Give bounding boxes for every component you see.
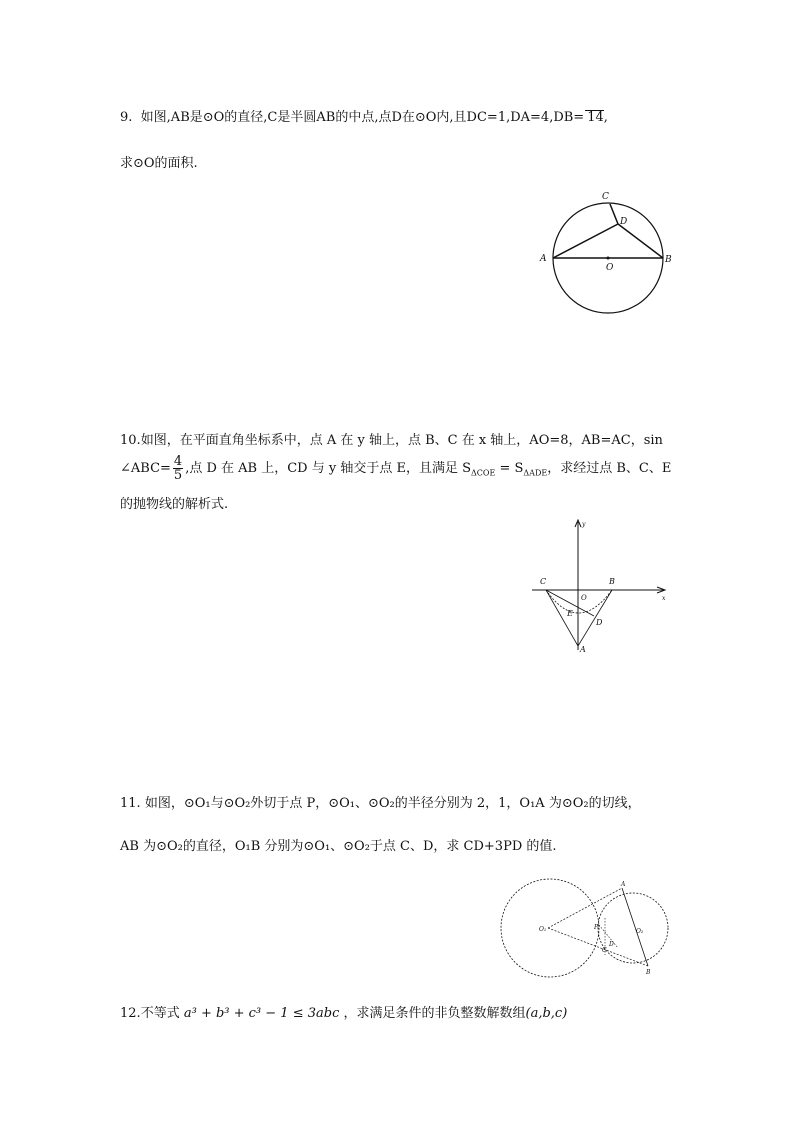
p10-equals: = S: [495, 461, 524, 476]
p10-angle: ∠ABC=: [120, 461, 171, 476]
p10-label-y: y: [582, 521, 586, 528]
p11-figure: [498, 873, 678, 983]
p11-number: 11.: [120, 796, 141, 811]
p11-label-p: P: [594, 924, 599, 931]
p12-inequality: a³ + b³ + c³ − 1 ≤ 3abc: [183, 1006, 340, 1021]
p10-label-x: x: [662, 595, 666, 602]
p9-label-o: O: [606, 263, 614, 273]
p11-label-c: C: [602, 947, 607, 954]
p12-line1: [120, 1007, 567, 1020]
p11-label-a: A: [621, 881, 626, 888]
p9-figure: [538, 188, 678, 328]
p9-label-b: B: [665, 255, 672, 265]
p10-line2: [120, 455, 671, 482]
p9-line1: [120, 110, 608, 124]
p9-text-b: ,: [603, 110, 608, 125]
p11-text-1: 如图，⊙O₁与⊙O₂外切于点 P，⊙O₁、⊙O₂的半径分别为 2，1，O₁A 为⊙O₂的切线，: [144, 796, 641, 811]
p10-label-c: C: [540, 577, 547, 586]
p10-sub2: ΔADE: [523, 468, 548, 478]
p9-label-c: C: [602, 192, 609, 202]
p10-figure: [530, 518, 670, 658]
p10-label-d: D: [596, 618, 603, 627]
p10-line3: 的抛物线的解析式.: [120, 497, 229, 512]
p9-label-a: A: [540, 254, 547, 264]
p10-line1: [120, 434, 663, 447]
p11-line2: AB 为⊙O₂的直径，O₁B 分别为⊙O₁、⊙O₂于点 C、D，求 CD+3PD 的值.: [120, 839, 557, 854]
p10-label-o: O: [581, 594, 587, 602]
p11-label-o2: O₂: [636, 928, 644, 935]
p10-label-e: E: [567, 609, 573, 618]
p10-frac-den: 5: [173, 468, 183, 483]
p10-text-3: ，求经过点 B、C、E: [547, 461, 672, 476]
p9-label-d: D: [620, 217, 628, 227]
p9-sqrt: 14: [587, 110, 604, 125]
p10-text-1: 如图，在平面直角坐标系中，点 A 在 y 轴上，点 B、C 在 x 轴上，AO=8，AB=AC，sin: [140, 433, 663, 448]
p10-number: 10.: [120, 433, 141, 448]
p10-label-b: B: [609, 577, 615, 586]
p10-label-a: A: [580, 645, 586, 654]
p12-text-1: 不等式: [140, 1006, 180, 1021]
p12-tuple: (a,b,c): [525, 1006, 568, 1021]
p9-text-a: 如图,AB是⊙O的直径,C是半圆AB的中点,点D在⊙O内,且DC=1,DA=4,DB=: [140, 110, 585, 125]
p9-line2: 求⊙O的面积.: [120, 156, 198, 171]
p12-text-2: ，求满足条件的非负整数解数组: [343, 1006, 526, 1021]
p11-line1: [120, 797, 641, 810]
p9-number: 9.: [120, 110, 133, 125]
p10-frac-num: 4: [173, 454, 183, 469]
p12-number: 12.: [120, 1006, 141, 1021]
p10-text-2: ,点 D 在 AB 上，CD 与 y 轴交于点 E，且满足 S: [185, 461, 472, 476]
p11-label-d: D: [609, 941, 614, 948]
p10-sub1: ΔCOE: [471, 468, 496, 478]
p10-fraction: [173, 455, 183, 482]
p11-label-b: B: [646, 969, 651, 976]
p11-label-o1: O₁: [539, 926, 547, 933]
